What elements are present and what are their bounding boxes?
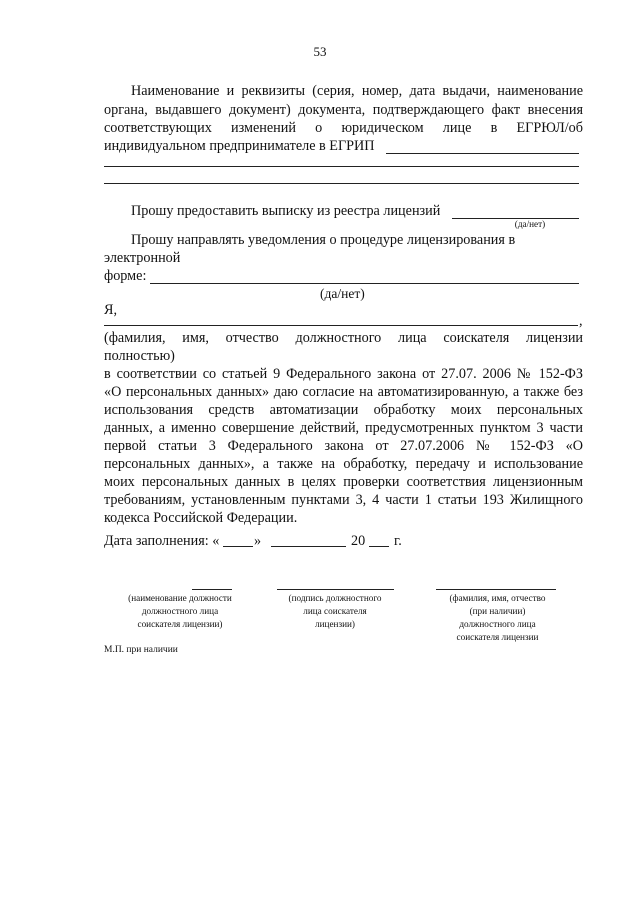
date-label: Дата заполнения: « <box>104 533 220 549</box>
notify-line-2: электронной <box>104 250 181 266</box>
consent-line-4: данных, а именно совершение действий, предусмотренных пунктом 3 части <box>104 420 583 436</box>
position-sign-line[interactable] <box>192 589 232 590</box>
consent-line-8: требованиям, установленным пунктами 3, 4 части 1 статьи 193 Жилищного <box>104 492 583 508</box>
extract-answer-hint: (да/нет) <box>514 219 546 229</box>
extract-request-text: Прошу предоставить выписку из реестра лицензий <box>131 203 441 219</box>
fio-comma: , <box>579 313 583 329</box>
date-year-prefix: 20 <box>351 533 366 549</box>
signature-hint-line-1: (подпись должностного <box>288 593 382 603</box>
consent-line-1: в соответствии со статьей 9 Федерального закона от 27.07. 2006 № 152-ФЗ <box>104 366 583 382</box>
signature-hint-line-3: лицензии) <box>315 619 355 629</box>
fio-hint-line-1: (фамилия, имя, отчество должностного лица соискателя лицензии <box>104 330 583 346</box>
fio-hint-line-2: полностью) <box>104 348 175 364</box>
notify-line-1: Прошу направлять уведомления о процедуре лицензирования в <box>131 232 516 248</box>
notify-line-3: форме: <box>104 268 147 284</box>
name-hint-line-2: (при наличии) <box>469 606 526 616</box>
docs-line-2: органа, выдавшего документ) документа, подтверждающего факт внесения <box>104 102 583 118</box>
name-sign-line[interactable] <box>436 589 556 590</box>
docs-blank-line-1[interactable] <box>104 166 579 167</box>
position-hint-line-2: должностного лица <box>141 606 219 616</box>
date-year-line[interactable] <box>369 546 389 547</box>
page-number: 53 <box>313 44 327 59</box>
notify-answer-hint: (да/нет) <box>320 286 365 301</box>
signature-hint-line-2: лица соискателя <box>303 606 367 616</box>
consent-line-6: персональных данных», а также на обработку, передачу и использование <box>104 456 583 472</box>
egrip-blank-line[interactable] <box>386 153 579 154</box>
date-month-line[interactable] <box>271 546 346 547</box>
consent-line-9: кодекса Российской Федерации. <box>104 510 298 526</box>
stamp-note: М.П. при наличии <box>104 645 178 655</box>
name-hint-line-4: соискателя лицензии <box>456 632 539 642</box>
date-close-quote: » <box>254 533 262 549</box>
fio-blank-line[interactable] <box>104 325 578 326</box>
consent-line-7: моих персональных данных в целях проверки соответствия лицензионным <box>104 474 583 490</box>
docs-line-4: индивидуальном предпринимателе в ЕГРИП <box>104 138 375 154</box>
consent-line-2: «О персональных данных» даю согласие на автоматизированную, а также без <box>104 384 583 400</box>
date-year-suffix: г. <box>394 533 402 549</box>
docs-line-3: соответствующих изменений о юридическом лице в ЕГРЮЛ/об <box>104 120 583 136</box>
name-hint-line-1: (фамилия, имя, отчество <box>449 593 546 603</box>
name-hint-line-3: должностного лица <box>459 619 536 629</box>
position-hint-line-3: соискателя лицензии) <box>137 619 223 629</box>
consent-line-5: первой статьи 3 Федерального закона от 27.07.2006 № 152-ФЗ «О <box>104 438 583 454</box>
consent-pronoun: Я, <box>104 302 118 318</box>
position-hint-line-1: (наименование должности <box>128 593 232 603</box>
docs-line-1: Наименование и реквизиты (серия, номер, дата выдачи, наименование <box>131 83 583 99</box>
docs-blank-line-2[interactable] <box>104 183 579 184</box>
consent-line-3: использования средств автоматизации обработку моих персональных <box>104 402 583 418</box>
date-day-line[interactable] <box>223 546 253 547</box>
notify-answer-line[interactable] <box>150 283 579 284</box>
signature-sign-line[interactable] <box>277 589 394 590</box>
